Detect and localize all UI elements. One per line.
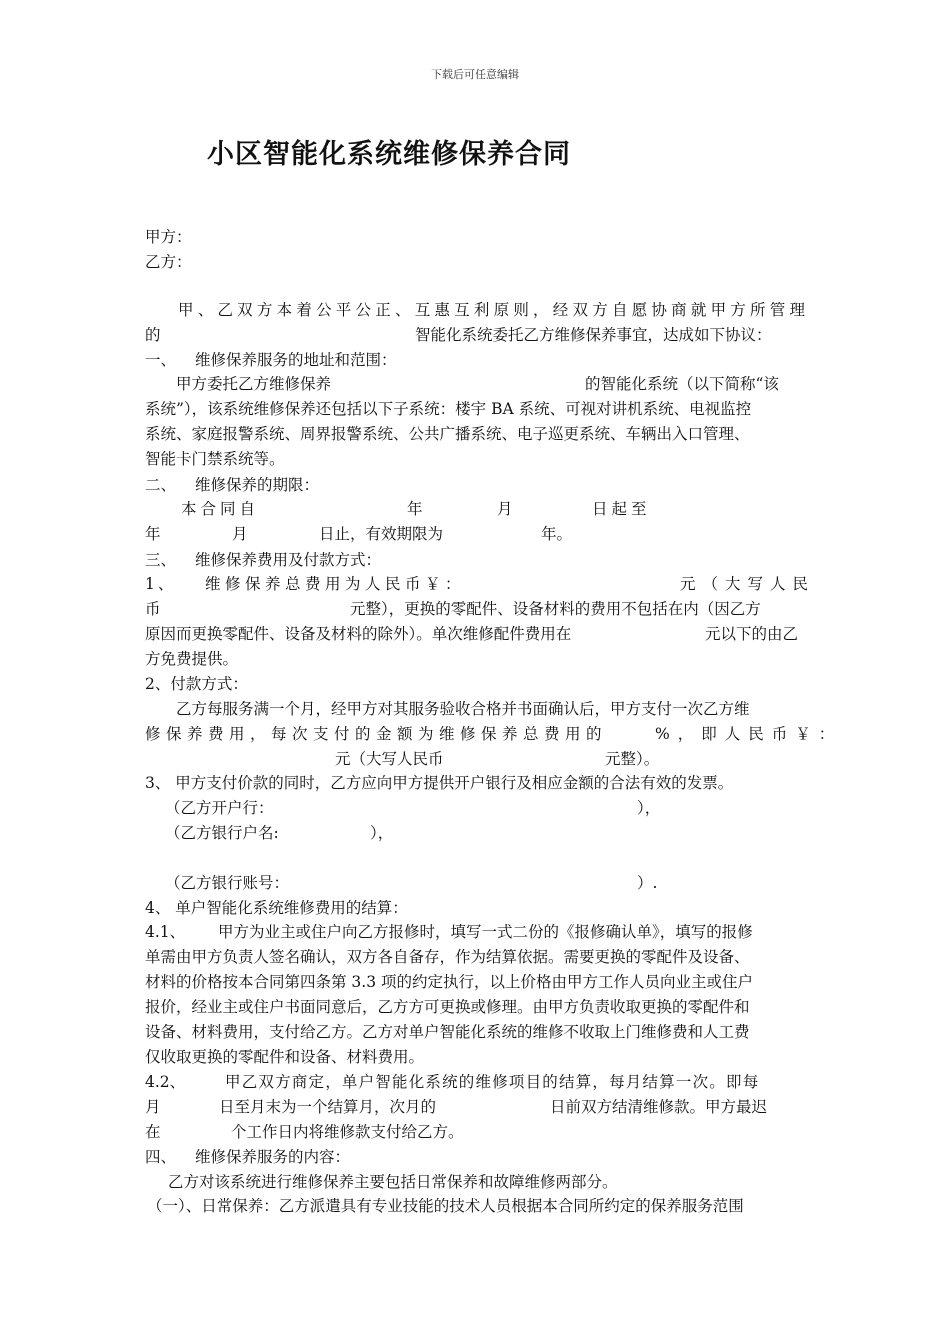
payment-line-3-end: 元整）。: [605, 750, 660, 768]
clause-4-2-line-3-end: 个工作日内将维修款支付给乙方。: [231, 1123, 464, 1141]
section-1-heading: [145, 348, 807, 373]
party-b-label: 乙方：: [145, 253, 192, 271]
clause-4-2-line-2-end: 日前双方结清维修款。甲方最迟: [550, 1098, 768, 1116]
fee-line-3-start: 原因而更换零配件、设备及材料的除外）。单次维修配件费用在: [145, 625, 572, 643]
party-a-label: 甲方：: [145, 228, 192, 246]
account-holder-label: （乙方银行户名:: [165, 824, 279, 842]
clause-4-1-line-1: [145, 920, 807, 945]
account-holder-line: [145, 821, 807, 846]
section-1-title: 维修保养服务的地址和范围：: [195, 351, 397, 369]
fee-line-1: [145, 572, 816, 597]
clause-4-2-line-2-mid: 日至月末为一个结算月，次月的: [219, 1098, 437, 1116]
section-1-line-1-start: 甲方委托乙方维修保养: [176, 375, 332, 393]
fee-total-label: 维修保养总费用为人民币￥：: [205, 575, 466, 593]
clause-4-2-line-2-start: 月: [145, 1098, 161, 1116]
fee-line-2: [145, 597, 807, 622]
fee-line-2-end: 元整），更换的零配件、设备材料的费用不包括在内（因乙方: [350, 600, 761, 618]
payment-method-heading: 2、付款方式：: [145, 675, 248, 693]
term-line-1: [145, 497, 807, 522]
document-title: 小区智能化系统维修保养合同: [207, 139, 571, 170]
settlement-heading: 4、 单户智能化系统维修费用的结算：: [145, 899, 408, 917]
account-number-line: [145, 871, 807, 896]
clause-4-2-line-1-text: 甲乙双方商定，单户智能化系统的维修项目的结算，每月结算一次。即每: [225, 1073, 760, 1091]
clause-4-2-number: 4.2、: [145, 1073, 186, 1091]
clause-4-1-line-4: 报价，经业主或住户书面同意后，乙方方可更换或修理。由甲方负责收取更换的零配件和: [145, 998, 750, 1016]
payment-line-3: [145, 747, 807, 772]
section-4-paragraph-1: 乙方对该系统进行维修保养主要包括日常保养和故障维修两部分。: [168, 1173, 618, 1191]
payment-line-2: [145, 722, 843, 747]
intro-line-2: [145, 323, 807, 348]
section-1-paragraph-line-2: 系统”），该系统维修保养还包括以下子系统：楼宇 BA 系统、可视对讲机系统、电视监控: [145, 400, 752, 418]
clause-4-1-line-1-text: 甲方为业主或住户向乙方报修时，填写一式二份的《报修确认单》，填写的报修: [218, 923, 753, 941]
payment-line-2-start: 修保养费用，每次支付的金额为维修保养总费用的: [145, 725, 608, 743]
term-start-label: 本合同自: [181, 500, 260, 518]
invoice-clause: 3、 甲方支付价款的同时，乙方应向甲方提供开户银行及相应金额的合法有效的发票。: [145, 774, 734, 792]
clause-4-1-line-5: 设备、材料费用，支付给乙方。乙方对单户智能化系统的维修不收取上门维修费和人工费: [145, 1023, 750, 1041]
section-3-number: 三、: [145, 551, 177, 569]
bank-name-end: ），: [637, 799, 661, 817]
section-4-paragraph-2: （一）、日常保养：乙方派遣具有专业技能的技术人员根据本合同所约定的保养服务范围: [147, 1197, 744, 1215]
section-1-number: 一、: [145, 351, 177, 369]
term-line-2: [145, 522, 807, 547]
intro-line-2-end: 智能化系统委托乙方维修保养事宜，达成如下协议：: [415, 326, 772, 344]
section-1-paragraph-line-3: 系统、家庭报警系统、周界报警系统、公共广播系统、电子巡更系统、车辆出入口管理、: [145, 425, 750, 443]
clause-4-2-line-2: [145, 1095, 807, 1120]
fee-total-unit: 元（大写人民: [680, 575, 816, 593]
payment-line-3-start: 元（大写人民币: [335, 750, 444, 768]
section-4-title: 维修保养服务的内容：: [195, 1148, 351, 1166]
fee-line-3: [145, 622, 807, 647]
section-1-line-1-end: 的智能化系统（以下简称“该: [585, 375, 779, 393]
clause-4-1-line-3: 材料的价格按本合同第四条第 3.3 项的约定执行，以上价格由甲方工作人员向业主或住户: [145, 973, 754, 991]
clause-4-2-line-1: [145, 1070, 807, 1095]
term-start-month: 月: [497, 500, 513, 518]
clause-4-1-number: 4.1、: [145, 923, 186, 941]
intro-line-1: 甲、乙双方本着公平公正、互惠互利原则，经双方自愿协商就甲方所管理: [178, 301, 807, 319]
fee-line-3-end: 元以下的由乙: [705, 625, 799, 643]
fee-line-4: 方免费提供。: [145, 650, 239, 668]
bank-name-line: [145, 796, 807, 821]
clause-4-2-line-3: [145, 1120, 807, 1145]
fee-item-number: 1、: [145, 575, 177, 593]
bank-name-label: （乙方开户行：: [165, 799, 274, 817]
intro-line-2-start: 的: [145, 326, 161, 344]
fee-line-2-start: 币: [145, 600, 161, 618]
section-2-number: 二、: [145, 476, 177, 494]
term-duration-years: 年。: [541, 525, 573, 543]
account-number-end: ）.: [637, 874, 658, 892]
section-1-paragraph-line-4: 智能卡门禁系统等。: [145, 450, 285, 468]
section-4-number: 四、: [145, 1148, 177, 1166]
term-end-day: 日止，有效期限为: [319, 525, 444, 543]
page-header: 下载后可任意编辑: [431, 68, 519, 81]
account-holder-end: ），: [370, 824, 394, 842]
section-1-paragraph-line-1: [145, 372, 807, 397]
term-end-month: 月: [232, 525, 248, 543]
clause-4-2-line-3-start: 在: [145, 1123, 161, 1141]
payment-line-1: 乙方每服务满一个月，经甲方对其服务验收合格并书面确认后，甲方支付一次乙方维: [176, 700, 750, 718]
section-2-heading: [145, 473, 807, 498]
section-4-heading: [145, 1145, 807, 1170]
term-end-year: 年: [145, 525, 161, 543]
account-number-label: （乙方银行账号：: [165, 874, 290, 892]
section-3-title: 维修保养费用及付款方式：: [195, 551, 382, 569]
section-3-heading: [145, 548, 807, 573]
term-start-year: 年: [407, 500, 423, 518]
clause-4-1-line-2: 单需由甲方负责人签名确认，双方各自备存，作为结算依据。需要更换的零配件及设备、: [145, 948, 750, 966]
clause-4-1-line-6: 仅收取更换的零配件和设备、材料费用。: [145, 1048, 425, 1066]
section-2-title: 维修保养的期限：: [195, 476, 320, 494]
payment-line-2-end: %，即人民币￥：: [655, 725, 843, 743]
term-start-day: 日起至: [592, 500, 651, 518]
